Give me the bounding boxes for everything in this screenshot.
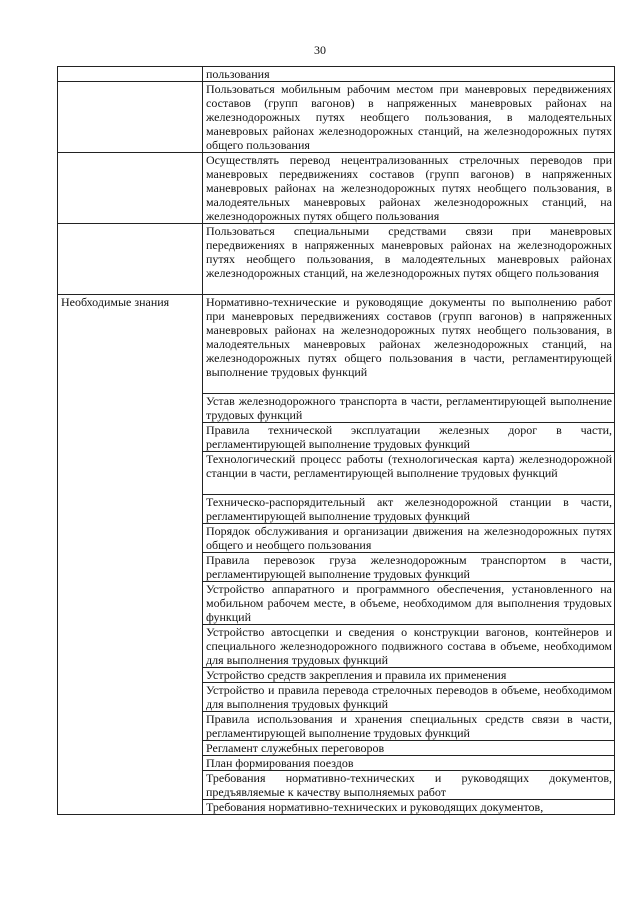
row-label-empty: [58, 82, 203, 153]
section-label-knowledge: Необходимые знания: [58, 295, 203, 815]
requirements-table: [57, 66, 615, 815]
table-cell: Правила технической эксплуатации железных дорог в части, регламентирующей выполнение трудовых функций: [203, 423, 615, 452]
table-cell: Порядок обслуживания и организации движения на железнодорожных путях общего и необщего пользования: [203, 524, 615, 553]
table-cell: Устройство аппаратного и программного обеспечения, установленного на мобильном рабочем месте, в объеме, необходимом для выполнения трудовых функций: [203, 582, 615, 625]
table-cell: Техническо-распорядительный акт железнодорожной станции в части, регламентирующей выполнение трудовых функций: [203, 495, 615, 524]
table-cell: пользования: [203, 67, 615, 82]
table-cell: Требования нормативно-технических и руководящих документов,: [203, 800, 615, 815]
table-cell: Устав железнодорожного транспорта в части, регламентирующей выполнение трудовых функций: [203, 394, 615, 423]
table-row: [58, 224, 615, 295]
table-row: [58, 153, 615, 224]
row-label-empty: [58, 67, 203, 82]
table-row: [58, 295, 615, 394]
table-cell: Устройство автосцепки и сведения о конструкции вагонов, контейнеров и специального железнодорожного подвижного состава в объеме, необходимом для выполнения трудовых функций: [203, 625, 615, 668]
table-cell: Правила использования и хранения специальных средств связи в части, регламентирующей выполнение трудовых функций: [203, 712, 615, 741]
table-cell: Устройство средств закрепления и правила их применения: [203, 668, 615, 683]
row-label-empty: [58, 153, 203, 224]
table-cell: План формирования поездов: [203, 756, 615, 771]
table-row: [58, 82, 615, 153]
table-cell: Требования нормативно-технических и руководящих документов, предъявляемые к качеству выполняемых работ: [203, 771, 615, 800]
row-label-empty: [58, 224, 203, 295]
table-cell: Осуществлять перевод нецентрализованных стрелочных переводов при маневровых передвижениях составов (групп вагонов) в напряженных маневровых районах на железнодорожных путях необщего пользования, в малодеятельных маневровых районах железнодорожных станций, на железнодорожных путях общего пользования: [203, 153, 615, 224]
table-cell: Нормативно-технические и руководящие документы по выполнению работ при маневровых передвижениях составов (групп вагонов) в напряженных маневровых районах на железнодорожных путях необщего пользования, в малодеятельных маневровых районах железнодорожных станций, на железнодорожных путях общего пользования в части, регламентирующей выполнение трудовых функций: [203, 295, 615, 394]
table-cell: Устройство и правила перевода стрелочных переводов в объеме, необходимом для выполнения трудовых функций: [203, 683, 615, 712]
table-cell: Технологический процесс работы (технологическая карта) железнодорожной станции в части, регламентирующей выполнение трудовых функций: [203, 452, 615, 495]
table-cell: Регламент служебных переговоров: [203, 741, 615, 756]
page-number: 30: [314, 43, 326, 57]
table-row: [58, 67, 615, 82]
table-cell: Правила перевозок груза железнодорожным транспортом в части, регламентирующей выполнение трудовых функций: [203, 553, 615, 582]
table-cell: Пользоваться специальными средствами связи при маневровых передвижениях в напряженных маневровых районах на железнодорожных путях необщего пользования, в малодеятельных маневровых районах железнодорожных станций, на железнодорожных путях общего пользования: [203, 224, 615, 295]
table-cell: Пользоваться мобильным рабочим местом при маневровых передвижениях составов (групп вагонов) в напряженных маневровых районах на железнодорожных путях необщего пользования, в малодеятельных маневровых районах железнодорожных станций, на железнодорожных путях общего пользования: [203, 82, 615, 153]
